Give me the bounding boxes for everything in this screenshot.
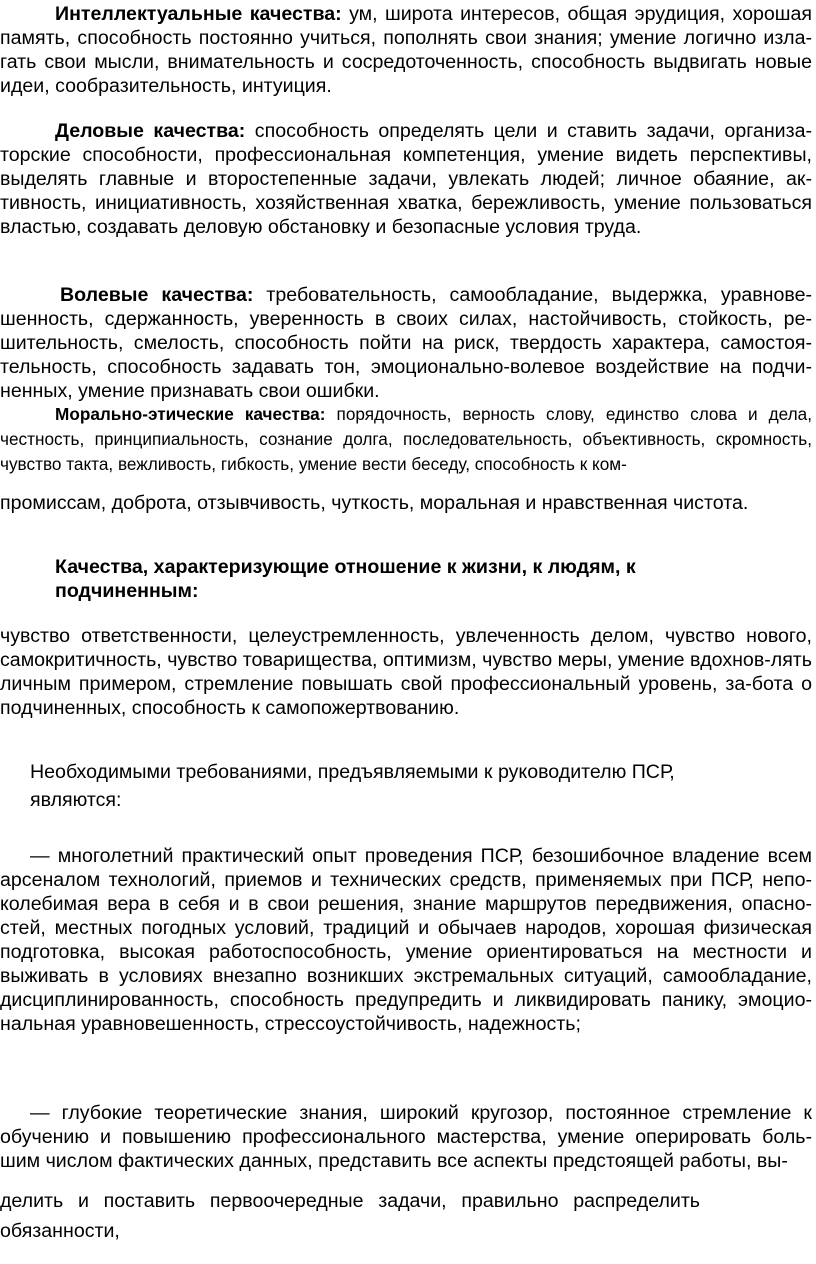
business-qualities-title: Деловые качества:	[55, 120, 246, 142]
intellectual-qualities-title: Интеллектуальные качества:	[55, 3, 342, 25]
paragraph-intellectual-qualities	[0, 2, 816, 98]
requirement-item-2-continuation: делить и поставить первоочередные задачи, правильно распределить обязанности,	[0, 1190, 700, 1242]
paragraph-volitional-qualities	[0, 283, 816, 403]
volitional-qualities-title: Волевые качества:	[60, 284, 254, 306]
moral-qualities-title: Морально-этические качества:	[55, 404, 326, 424]
attitude-qualities-heading: Качества, характеризующие отношение к жизни, к людям, к подчиненным:	[55, 556, 636, 602]
moral-qualities-text: порядочность, верность слову, единство слова и дела, честность, принципиальность, сознание долга, последовательность, объективность, скромность, чувство такта, вежливость, гибкость, умение вести беседу, способность к ком-	[0, 404, 813, 474]
requirement-item-2	[0, 1101, 816, 1173]
volitional-qualities-text: требовательность, самообладание, выдержка, уравнове-шенность, сдержанность, уверенность в своих силах, настойчивость, стойкость, ре-шительность, смелость, способность пойти на риск, твердость характера, самостоя-тельность, способность задавать тон, эмоционально-волевое воздействие на подчи-ненных, умение признавать свои ошибки.	[0, 284, 812, 402]
requirement-item-1-text: — многолетний практический опыт проведения ПСР, безошибочное владение всем арсеналом технологий, приемов и технических средств, применяемых при ПСР, непо-колебимая вера в себя и в свои решения, знание маршрутов передвижения, опасно-стей, местных погодных условий, традиций и обычаев народов, хорошая физическая подготовка, высокая работоспособность, умение ориентироваться на местности и выживать в условиях внезапно возникших экстремальных ситуаций, самообладание, дисциплинированность, способность предупредить и ликвидировать панику, эмоцио-нальная уравновешенность, стрессоустойчивость, надежность;	[0, 845, 812, 1035]
business-qualities-text: способность определять цели и ставить задачи, организа-торские способности, профессиональная компетенция, умение видеть перспективы, выделять главные и второстепенные задачи, увлекать людей; личное обаяние, ак-тивность, инициативность, хозяйственная хватка, бережливость, умение пользоваться властью, создавать деловую обстановку и безопасные условия труда.	[0, 120, 812, 238]
requirement-item-1	[0, 844, 816, 1036]
intellectual-qualities-text: ум, широта интересов, общая эрудиция, хорошая память, способность постоянно учиться, пополнять свои знания; умение логично изла-гать свои мысли, внимательность и сосредоточенность, способность выдвигать новые идеи, сообразительность, интуиция.	[0, 3, 812, 97]
requirement-item-2-text: — глубокие теоретические знания, широкий кругозор, постоянное стремление к обучению и повышению профессионального мастерства, умение оперировать боль-шим числом фактических данных, представить все аспекты предстоящей работы, вы-	[0, 1102, 812, 1172]
paragraph-moral-qualities-continuation: промиссам, доброта, отзывчивость, чуткость, моральная и нравственная чистота.	[0, 492, 749, 514]
requirements-intro: Необходимыми требованиями, предъявляемыми к руководителю ПСР, являются:	[30, 761, 675, 811]
paragraph-moral-qualities	[0, 402, 816, 477]
paragraph-attitude-qualities: чувство ответственности, целеустремленность, увлеченность делом, чувство нового, самокритичность, чувство товарищества, оптимизм, чувство меры, умение вдохнов-лять личным примером, стремление повышать свой профессиональный уровень, за-бота о подчиненных, способность к самопожертвованию.	[0, 625, 812, 719]
paragraph-business-qualities	[0, 119, 816, 239]
